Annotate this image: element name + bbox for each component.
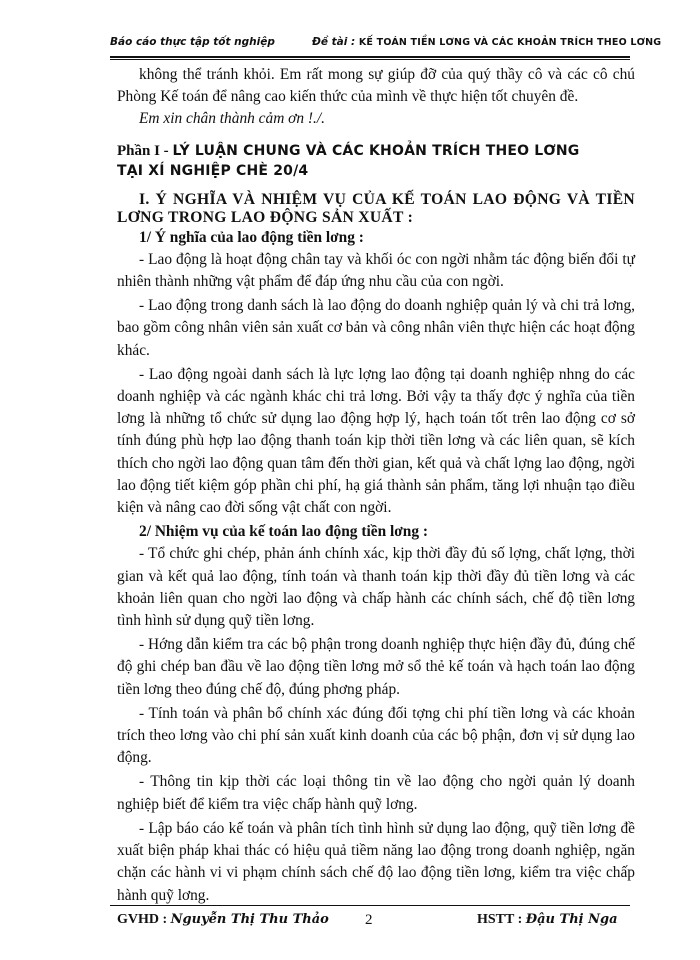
- page-number: 2: [365, 912, 373, 928]
- thanks-line: Em xin chân thành cảm ơn !./.: [139, 110, 326, 128]
- student: [477, 912, 618, 928]
- page-body: [117, 64, 635, 907]
- subsection-heading-1: 1/ Ý nghĩa của lao động tiền lơng :: [139, 228, 364, 246]
- student-label: HSTT :: [477, 912, 523, 927]
- intro-paragraph: không thể tránh khỏi. Em rất mong sự giúp đỡ của quý thầy cô và các cô chú Phòng Kế toán để nâng cao kiến thức của mình về thực hiện tốt chuyên đề.: [117, 66, 635, 106]
- topic-label: Đề tài :: [312, 36, 356, 48]
- paragraph: - Lập báo cáo kế toán và phân tích tình hình sử dụng lao động, quỹ tiền lơng đề xuất biện pháp khai thác có hiệu quả tiềm năng lao động trong doanh nghiệp, ngăn chặn các hành vi vi phạm chính sách chế độ lao động tiền lơng, kiểm tra việc chấp hành quỹ lơng.: [117, 819, 635, 904]
- advisor-name: Nguyễn Thị Thu Thảo: [170, 912, 329, 927]
- part-label: Phần I -: [117, 142, 169, 159]
- part-title-line2: TẠI XÍ NGHIỆP CHÈ 20/4: [117, 162, 309, 179]
- header-rule: [110, 56, 630, 58]
- section-heading: I. Ý NGHĨA VÀ NHIỆM VỤ CỦA KẾ TOÁN LAO ĐỘNG VÀ TIỀN LƠNG TRONG LAO ĐỘNG SẢN XUẤT :: [117, 190, 635, 226]
- subsection-heading-2: 2/ Nhiệm vụ của kế toán lao động tiền lơng :: [139, 523, 429, 541]
- page-footer: [117, 912, 630, 936]
- report-title: Báo cáo thực tập tốt nghiệp: [110, 36, 275, 48]
- header-rule-thin: [110, 59, 630, 60]
- advisor: [117, 912, 329, 928]
- paragraph: - Lao động ngoài danh sách là lực lợng lao động tại doanh nghiệp nhng do các doanh nghiệp và các ngành khác chi trả lơng. Bởi vậy ta thấy đợc ý nghĩa của tiền lơng là những tổ chức sử dụng lao động hợp lý, hạch toán tốt trên lao động cơ sở tính đúng phù hợp lao động thanh toán kịp thời tiền lơng và các liên quan, sẽ kích thích cho ngời lao động quan tâm đến thời gian, kết quả và chất lợng lao động, ngời lao động tiết kiệm góp phần chi phí, hạ giá thành sản phẩm, tăng lợi nhuận tạo điều kiện và nâng cao đời sống vật chất con ngời.: [117, 365, 635, 517]
- paragraph: - Hớng dẫn kiểm tra các bộ phận trong doanh nghiệp thực hiện đầy đủ, đúng chế độ ghi chép ban đầu về lao động tiền lơng mở sổ thẻ kế toán và hạch toán lao động tiền lơng theo đúng chế độ, đúng phơng pháp.: [117, 636, 635, 698]
- footer-rule: [110, 905, 630, 906]
- page-header: [110, 34, 662, 54]
- paragraph: - Lao động là hoạt động chân tay và khối óc con ngời nhằm tác động biến đổi tự nhiên thành những vật phẩm để đáp ứng nhu cầu của con ngời.: [117, 250, 635, 291]
- topic-title: KẾ TOÁN TIỀN LƠNG VÀ CÁC KHOẢN TRÍCH THEO LƠNG: [358, 37, 662, 48]
- paragraph: - Thông tin kịp thời các loại thông tin về lao động cho ngời quản lý doanh nghiệp biết để kiểm tra việc chấp hành quỹ lơng.: [117, 773, 635, 813]
- paragraph: - Tính toán và phân bổ chính xác đúng đối tợng chi phí tiền lơng và các khoản trích theo lơng vào chi phí sản xuất kinh doanh của các bộ phận, đơn vị sử dụng lao động.: [117, 704, 635, 767]
- topic: [312, 36, 661, 48]
- part-title-line1: LÝ LUẬN CHUNG VÀ CÁC KHOẢN TRÍCH THEO LƠNG: [172, 142, 580, 159]
- student-name: Đậu Thị Nga: [525, 912, 618, 927]
- part-heading: [117, 141, 635, 181]
- paragraph: - Tổ chức ghi chép, phản ánh chính xác, kịp thời đầy đủ số lợng, chất lợng, thời gian và kết quả lao động, tính toán và thanh toán kịp thời đầy đủ tiền lơng và các khoản liên quan cho ngời lao động và chấp hành các chính sách, chế độ tiền lơng tình hình sử dụng quỹ tiền lơng.: [117, 545, 635, 630]
- paragraph: - Lao động trong danh sách là lao động do doanh nghiệp quản lý và chi trả lơng, bao gồm công nhân viên sản xuất cơ bản và công nhân viên thực hiện các hoạt động khác.: [117, 297, 635, 359]
- advisor-label: GVHD :: [117, 912, 168, 927]
